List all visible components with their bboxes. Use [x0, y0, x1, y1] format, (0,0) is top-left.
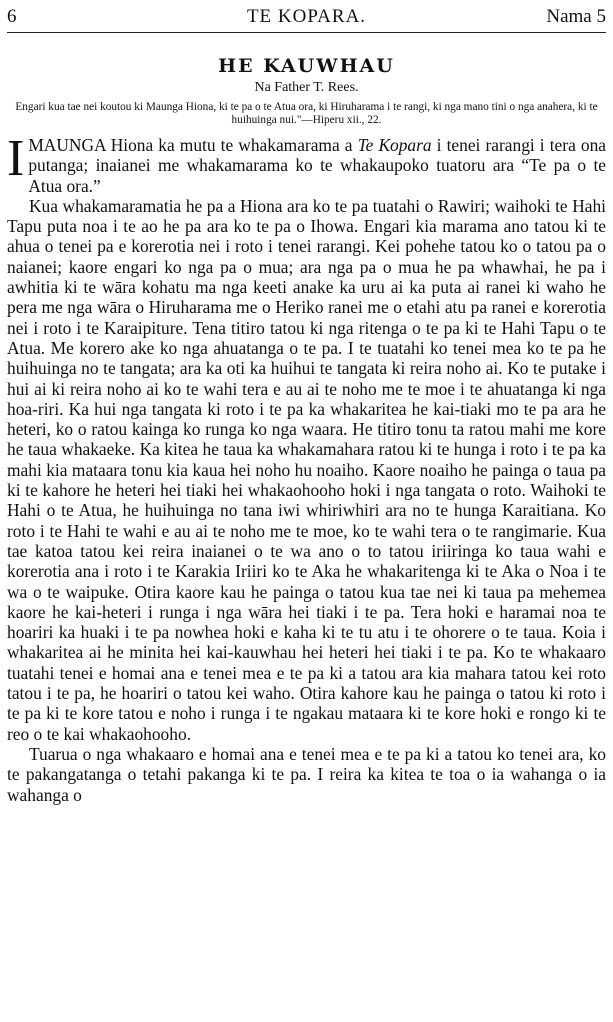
article-body: [7, 130, 606, 805]
issue-number: Nama 5: [546, 6, 606, 27]
paragraph-1-text-b: i tenei rarangi i tera ona putanga; inaianei me whakamarama ko te whakaupoko tuatoru ara “Te pa o te Atua ora.”: [28, 135, 606, 196]
header-rule: [7, 32, 606, 33]
paragraph-1-text-a: Hiona ka mutu te whakamarama a: [105, 135, 358, 155]
scripture-epigraph: Engari kua tae nei koutou ki Maunga Hiona, ki te pa o te Atua ora, ki Hiruharama i te rangi, ki nga mano tini o nga anahera, ki te huihuinga nui."—Hiperu xii., 22.: [15, 101, 598, 126]
lead-word: MAUNGA: [28, 135, 106, 155]
paragraph-1: [7, 130, 606, 196]
drop-cap: I: [7, 130, 25, 187]
document-page: [7, 6, 606, 805]
publication-name-italic: Te Kopara: [357, 135, 432, 155]
running-header: [7, 6, 606, 30]
article-byline: Na Father T. Rees.: [254, 80, 359, 95]
paragraph-2: Kua whakamaramatia he pa a Hiona ara ko te pa tuatahi o Rawiri; waihoki te Hahi Tapu puta noa i te ao he pa ara ko te pa o Ihowa. Engari kia marama ano tatou ki te ahua o tenei pa e korerotia nei i roto i tenei rarangi. Kei pohehe tatou ko o tatou pa o naianei; kaore engari ko nga pa o mua; ara nga pa o mua he pa whawhai, he pa i awhitia ki te wāra kohatu ma nga keeti anake ka uru ai ka puta ai ranei ki waho he pera me nga wāra o Hiruharama me o Heriko ranei me o etahi atu pa ranei e korerotia nei i roto i te Karaipiture. Tena titiro tatou ki nga ritenga o te pa ki te Hahi Tapu o te Atua. Me korero ake ko nga ahuatanga o te pa. I te tuatahi ko tenei mea ko te pa he huihuinga no te tangata; ara ka oti ka huihui te tangata ki reira noho ai. Ko te putake i hui ai ki reira noho ai ko te wahi tera e au ai te noho me te moe i te ahuatanga ki nga hoa-riri. Ka hui nga tangata ki roto i te pa ka whakaritea he kai-tiaki mo te pa ara he heteri, ko o ratou kainga ko runga ko nga waara. He titiro tonu ta ratou mahi me kore he taua whakaeke. Ka kitea he taua ka whakamahara ratou ki te hunga i roto i te pa ka mahi kia mataara tonu kia kaua hei noho hu noaiho. Kaore noaiho he painga o taua pa ki te kahore he heteri hei tiaki hei whakaohooho hoki i nga tangata o roto. Waihoki te Hahi o te Atua, he huihuinga no tana iwi whiriwhiri ara no te hunga Karaitiana. Ko roto i te Hahi te wahi e au ai te noho me te moe, ko te wahi tera o te rangimarie. Kua tae katoa tatou kei reira inaianei o te wa ano o to tatou iriiringa ko taua wahi e korerotia ana i roto i te Karakia Iriiri ko te Aka he whakaritenga ki te Aka o Noa i te wa o te waipuke. Otira kaore kau he painga o tatou kua tae nei ki taua pa mehemea kaore he kai-heteri i runga i nga wāra hei tiaki i te pa. Tera hoki e haramai noa te hoariri ka huaki i te pa nowhea hoki e kaha ki te tu atu i te ohorere o te taua. Koia i whakaritea ai he minita hei kai-kauwhau hei heteri hei tiaki i te pa. Ko te whakaaro tuatahi tenei e homai ana e tenei mea e te pa ki a tatou ara kia mahara tatou kei roto tatou i te pa, he hoariri o tatou kei waho. Otira kahore kau he painga o tatou ki roto i te pa ki te kore tatou e noho i runga i te ngakau mataara ki te kore hoki e rongo ki te reo o te kai whakaohooho.: [7, 195, 606, 744]
page-number: 6: [7, 6, 17, 27]
article-title: HE KAUWHAU: [218, 55, 395, 77]
publication-title: TE KOPARA.: [246, 6, 367, 27]
paragraph-3: Tuarua o nga whakaaro e homai ana e tenei mea e te pa ki a tatou ko tenei ara, ko te pakangatanga o tetahi pakanga ki te pa. I reira ka kitea te toa o ia wahanga o ia wahanga o: [7, 743, 606, 805]
